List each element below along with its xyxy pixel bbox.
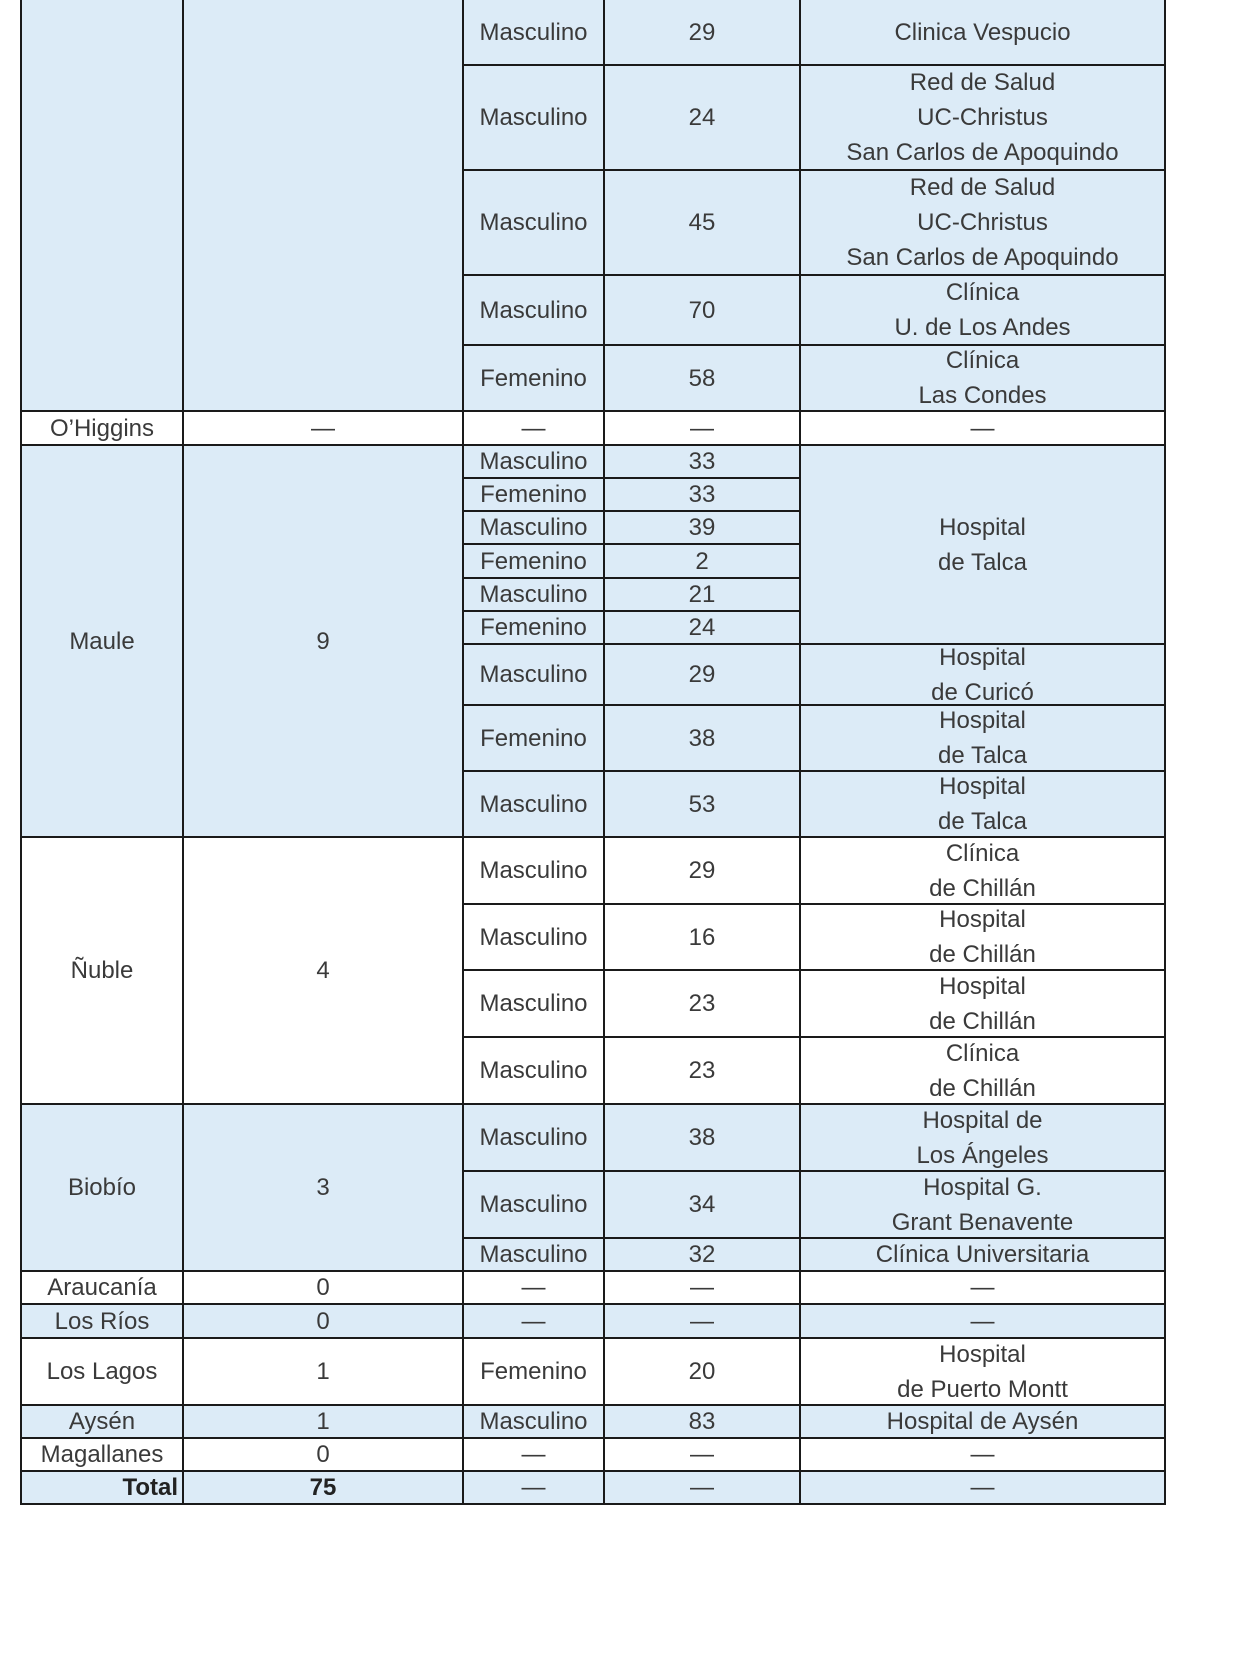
sex-cell: Masculino [464,838,605,905]
count-cell-continued [184,0,464,412]
cell-line: Clínica [945,347,1020,374]
sex-cell: Masculino [464,0,605,66]
center-cell [801,1439,1166,1472]
sex-cell: Femenino [464,479,605,512]
cell-line: Hospital [939,707,1026,734]
sex-cell: Masculino [464,905,605,971]
cell-line: de Chillán [929,941,1036,968]
cell-line: UC-Christus [917,104,1048,131]
age-cell: — [605,1472,801,1505]
cell-line: Las Condes [918,382,1047,409]
center-cell [801,171,1166,276]
sex-cell: — [464,1439,605,1472]
cell-line: de Chillán [929,1074,1036,1102]
age-cell: 39 [605,512,801,545]
center-cell [801,1339,1166,1406]
sex-cell: Masculino [464,1172,605,1239]
center-cell [801,1272,1166,1305]
cell-line: de Chillán [929,874,1036,902]
count-cell: — [184,412,464,446]
cell-line: Clínica [945,839,1020,867]
center-cell [801,706,1166,772]
cell-line: Clinica Vespucio [894,18,1071,46]
sex-cell: Femenino [464,612,605,645]
age-cell: — [605,412,801,446]
age-cell: 24 [605,612,801,645]
cell-line: Hospital [939,1340,1026,1368]
sex-cell: Masculino [464,66,605,171]
sex-cell: Femenino [464,1339,605,1406]
age-cell: 2 [605,545,801,579]
cell-line: Hospital [939,643,1026,671]
center-cell [801,66,1166,171]
cell-line: Hospital [939,513,1026,541]
center-cell [801,645,1166,706]
sex-cell: Masculino [464,1239,605,1272]
sex-cell: Femenino [464,545,605,579]
region-cell: Ñuble [20,838,184,1105]
region-cell: Magallanes [20,1439,184,1472]
age-cell: — [605,1272,801,1305]
cell-line: — [970,1274,995,1301]
sex-cell: Masculino [464,772,605,838]
cell-line: San Carlos de Apoquindo [846,139,1119,166]
total-count: 75 [184,1472,464,1505]
age-cell: 70 [605,276,801,346]
region-cell: Aysén [20,1406,184,1439]
sex-cell: — [464,1305,605,1339]
age-cell: 34 [605,1172,801,1239]
region-cell-continued [20,0,184,412]
cell-line: de Curicó [931,678,1034,706]
count-cell: 3 [184,1105,464,1272]
cell-line: San Carlos de Apoquindo [846,244,1119,271]
sex-cell: Masculino [464,446,605,479]
cell-line: Hospital [939,773,1026,800]
cell-line: Clínica Universitaria [875,1241,1090,1268]
sex-cell: — [464,1472,605,1505]
sex-cell: Masculino [464,645,605,706]
center-cell [801,1038,1166,1105]
sex-cell: Masculino [464,276,605,346]
region-cell: Maule [20,446,184,838]
cell-line: — [970,414,995,442]
sex-cell: Masculino [464,1406,605,1439]
center-cell [801,1172,1166,1239]
sex-cell: Femenino [464,346,605,412]
cell-line: — [970,1474,995,1501]
cell-line: Hospital [939,906,1026,933]
age-cell: 23 [605,1038,801,1105]
center-cell [801,1239,1166,1272]
age-cell: 29 [605,645,801,706]
age-cell: 32 [605,1239,801,1272]
region-cell: O’Higgins [20,412,184,446]
center-cell [801,1105,1166,1172]
cell-line: — [970,1307,995,1335]
age-cell: — [605,1439,801,1472]
age-cell: 20 [605,1339,801,1406]
center-cell [801,1305,1166,1339]
cell-line: Hospital de [922,1106,1043,1134]
cell-line: U. de Los Andes [894,314,1071,341]
cell-line: Grant Benavente [891,1208,1074,1236]
center-cell [801,276,1166,346]
center-cell [801,971,1166,1038]
region-cell: Biobío [20,1105,184,1272]
age-cell: 24 [605,66,801,171]
cell-line: Clínica [945,1039,1020,1067]
count-cell: 1 [184,1406,464,1439]
sex-cell: — [464,1272,605,1305]
cell-line: — [970,1441,995,1468]
center-cell [801,446,1166,645]
age-cell: 33 [605,446,801,479]
age-cell: 53 [605,772,801,838]
cell-line: Hospital G. [923,1173,1042,1201]
cell-line: UC-Christus [917,209,1048,236]
total-label: Total [20,1472,184,1505]
count-cell: 0 [184,1439,464,1472]
cell-line: Clínica [945,279,1020,306]
cell-line: Hospital de Aysén [886,1408,1079,1435]
center-cell [801,346,1166,412]
center-cell [801,1406,1166,1439]
center-cell [801,1472,1166,1505]
region-cell: Araucanía [20,1272,184,1305]
sex-cell: Masculino [464,579,605,612]
cell-line: de Talca [938,548,1027,576]
center-cell [801,772,1166,838]
cell-line: Hospital [939,972,1026,1000]
age-cell: 45 [605,171,801,276]
age-cell: 33 [605,479,801,512]
sex-cell: Masculino [464,171,605,276]
center-cell [801,412,1166,446]
age-cell: — [605,1305,801,1339]
sex-cell: Masculino [464,1038,605,1105]
age-cell: 38 [605,706,801,772]
age-cell: 29 [605,838,801,905]
sex-cell: Femenino [464,706,605,772]
cell-line: Red de Salud [909,174,1056,201]
age-cell: 21 [605,579,801,612]
cell-line: de Talca [938,742,1027,769]
count-cell: 9 [184,446,464,838]
count-cell: 0 [184,1272,464,1305]
region-cell: Los Lagos [20,1339,184,1406]
center-cell [801,0,1166,66]
sex-cell: Masculino [464,1105,605,1172]
sex-cell: Masculino [464,971,605,1038]
age-cell: 29 [605,0,801,66]
cell-line: de Chillán [929,1007,1036,1035]
age-cell: 58 [605,346,801,412]
sex-cell: — [464,412,605,446]
age-cell: 23 [605,971,801,1038]
age-cell: 16 [605,905,801,971]
cell-line: de Puerto Montt [897,1375,1068,1403]
cell-line: Los Ángeles [916,1141,1049,1169]
region-cell: Los Ríos [20,1305,184,1339]
cell-line: Red de Salud [909,69,1056,96]
age-cell: 38 [605,1105,801,1172]
count-cell: 1 [184,1339,464,1406]
sex-cell: Masculino [464,512,605,545]
age-cell: 83 [605,1406,801,1439]
count-cell: 0 [184,1305,464,1339]
center-cell [801,905,1166,971]
center-cell [801,838,1166,905]
cell-line: de Talca [938,808,1027,835]
count-cell: 4 [184,838,464,1105]
